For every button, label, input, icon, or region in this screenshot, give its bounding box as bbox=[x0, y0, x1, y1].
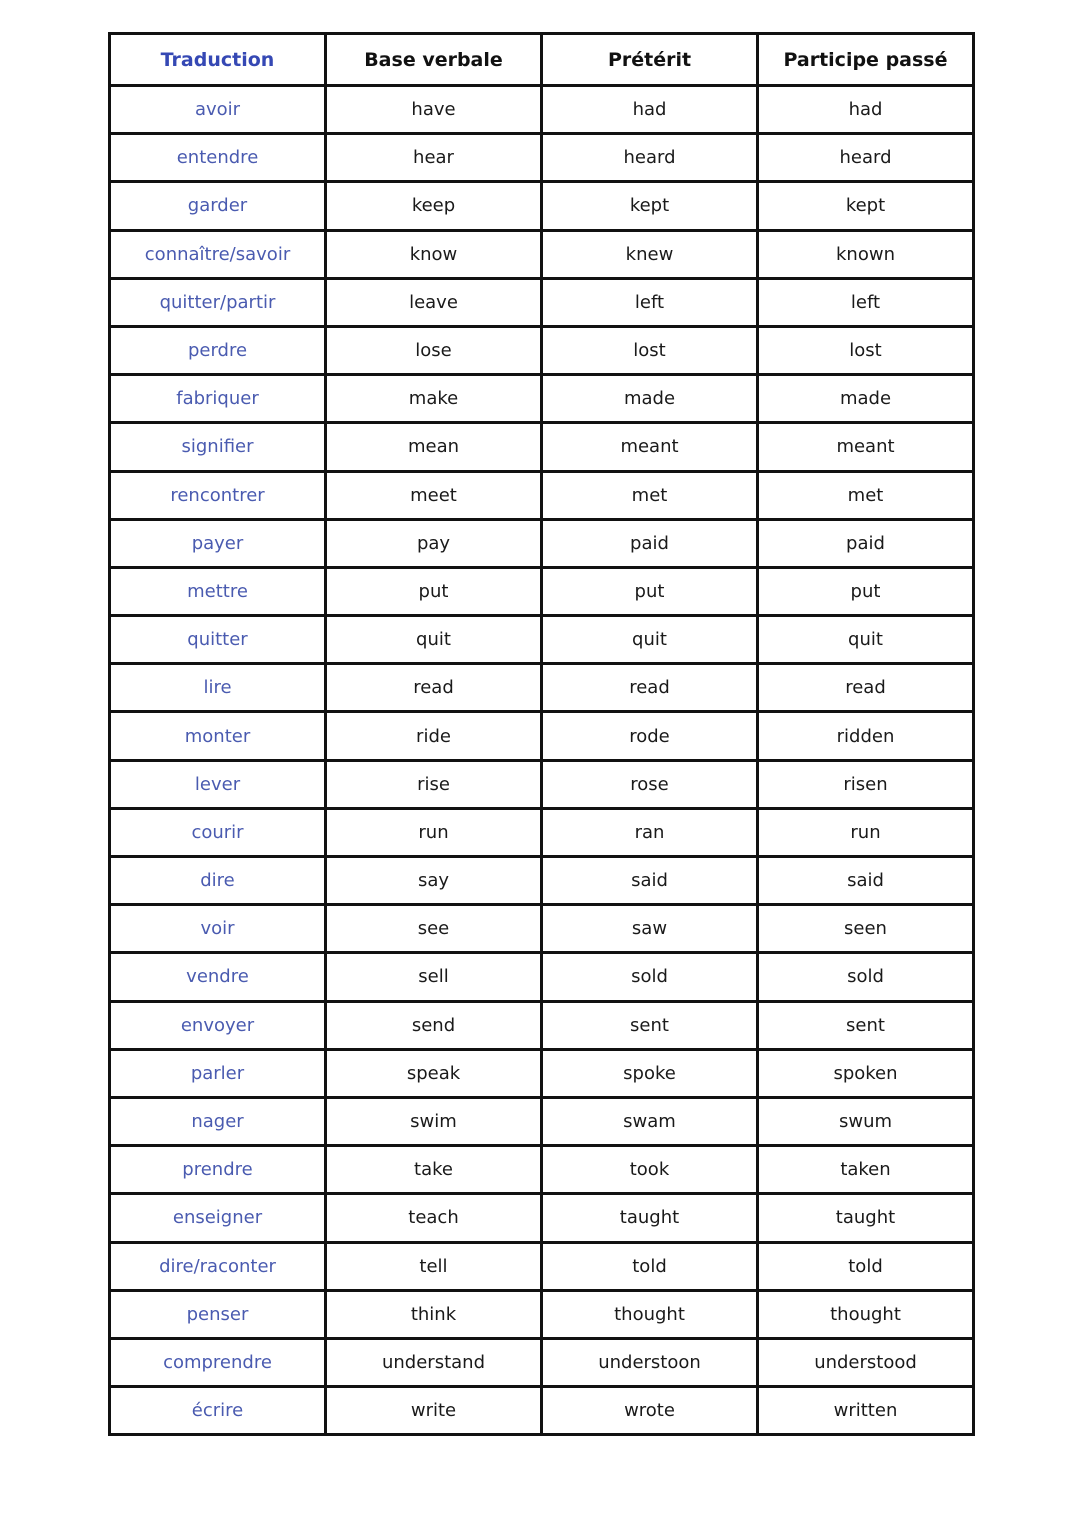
cell-translation: comprendre bbox=[110, 1338, 326, 1386]
cell-past-participle: meant bbox=[758, 423, 974, 471]
cell-base-verb: pay bbox=[326, 519, 542, 567]
cell-past-participle: sent bbox=[758, 1001, 974, 1049]
table-row bbox=[110, 760, 974, 808]
cell-preterite: understoon bbox=[542, 1338, 758, 1386]
cell-base-verb: mean bbox=[326, 423, 542, 471]
cell-base-verb: put bbox=[326, 567, 542, 615]
cell-preterite: told bbox=[542, 1242, 758, 1290]
cell-preterite: sold bbox=[542, 953, 758, 1001]
header-preterite: Prétérit bbox=[542, 34, 758, 86]
cell-base-verb: read bbox=[326, 664, 542, 712]
table-row bbox=[110, 905, 974, 953]
cell-preterite: saw bbox=[542, 905, 758, 953]
table-row bbox=[110, 664, 974, 712]
header-past-participle: Participe passé bbox=[758, 34, 974, 86]
cell-preterite: swam bbox=[542, 1097, 758, 1145]
cell-base-verb: speak bbox=[326, 1049, 542, 1097]
cell-preterite: rode bbox=[542, 712, 758, 760]
cell-translation: lire bbox=[110, 664, 326, 712]
cell-preterite: quit bbox=[542, 616, 758, 664]
table-row bbox=[110, 230, 974, 278]
table-row bbox=[110, 326, 974, 374]
cell-past-participle: told bbox=[758, 1242, 974, 1290]
cell-past-participle: had bbox=[758, 86, 974, 134]
cell-translation: perdre bbox=[110, 326, 326, 374]
cell-translation: enseigner bbox=[110, 1194, 326, 1242]
table-row bbox=[110, 953, 974, 1001]
cell-base-verb: sell bbox=[326, 953, 542, 1001]
cell-preterite: paid bbox=[542, 519, 758, 567]
cell-translation: entendre bbox=[110, 134, 326, 182]
cell-past-participle: taken bbox=[758, 1146, 974, 1194]
cell-preterite: spoke bbox=[542, 1049, 758, 1097]
cell-translation: envoyer bbox=[110, 1001, 326, 1049]
table-row bbox=[110, 1097, 974, 1145]
cell-past-participle: seen bbox=[758, 905, 974, 953]
table-row bbox=[110, 182, 974, 230]
cell-translation: lever bbox=[110, 760, 326, 808]
cell-base-verb: rise bbox=[326, 760, 542, 808]
cell-past-participle: heard bbox=[758, 134, 974, 182]
cell-translation: rencontrer bbox=[110, 471, 326, 519]
cell-past-participle: read bbox=[758, 664, 974, 712]
cell-preterite: kept bbox=[542, 182, 758, 230]
cell-translation: fabriquer bbox=[110, 375, 326, 423]
cell-base-verb: tell bbox=[326, 1242, 542, 1290]
cell-past-participle: known bbox=[758, 230, 974, 278]
cell-past-participle: put bbox=[758, 567, 974, 615]
table-body bbox=[110, 86, 974, 1435]
table-row bbox=[110, 423, 974, 471]
cell-past-participle: written bbox=[758, 1387, 974, 1435]
cell-past-participle: spoken bbox=[758, 1049, 974, 1097]
cell-preterite: ran bbox=[542, 808, 758, 856]
cell-base-verb: ride bbox=[326, 712, 542, 760]
cell-base-verb: meet bbox=[326, 471, 542, 519]
cell-preterite: read bbox=[542, 664, 758, 712]
cell-translation: monter bbox=[110, 712, 326, 760]
cell-preterite: sent bbox=[542, 1001, 758, 1049]
cell-translation: prendre bbox=[110, 1146, 326, 1194]
cell-past-participle: sold bbox=[758, 953, 974, 1001]
cell-base-verb: write bbox=[326, 1387, 542, 1435]
cell-translation: voir bbox=[110, 905, 326, 953]
cell-past-participle: taught bbox=[758, 1194, 974, 1242]
cell-base-verb: quit bbox=[326, 616, 542, 664]
cell-translation: payer bbox=[110, 519, 326, 567]
table-row bbox=[110, 1146, 974, 1194]
cell-preterite: heard bbox=[542, 134, 758, 182]
cell-preterite: meant bbox=[542, 423, 758, 471]
cell-past-participle: paid bbox=[758, 519, 974, 567]
header-translation: Traduction bbox=[110, 34, 326, 86]
cell-past-participle: swum bbox=[758, 1097, 974, 1145]
cell-preterite: met bbox=[542, 471, 758, 519]
cell-base-verb: run bbox=[326, 808, 542, 856]
table-row bbox=[110, 857, 974, 905]
cell-base-verb: hear bbox=[326, 134, 542, 182]
cell-past-participle: understood bbox=[758, 1338, 974, 1386]
irregular-verbs-table bbox=[108, 32, 975, 1436]
cell-base-verb: swim bbox=[326, 1097, 542, 1145]
cell-translation: avoir bbox=[110, 86, 326, 134]
cell-translation: connaître/savoir bbox=[110, 230, 326, 278]
cell-preterite: made bbox=[542, 375, 758, 423]
cell-base-verb: leave bbox=[326, 278, 542, 326]
cell-base-verb: take bbox=[326, 1146, 542, 1194]
cell-base-verb: send bbox=[326, 1001, 542, 1049]
cell-base-verb: lose bbox=[326, 326, 542, 374]
cell-preterite: rose bbox=[542, 760, 758, 808]
cell-base-verb: understand bbox=[326, 1338, 542, 1386]
cell-past-participle: ridden bbox=[758, 712, 974, 760]
table-row bbox=[110, 86, 974, 134]
table-row bbox=[110, 375, 974, 423]
cell-translation: nager bbox=[110, 1097, 326, 1145]
cell-past-participle: lost bbox=[758, 326, 974, 374]
cell-translation: penser bbox=[110, 1290, 326, 1338]
cell-preterite: thought bbox=[542, 1290, 758, 1338]
cell-past-participle: quit bbox=[758, 616, 974, 664]
table-row bbox=[110, 1194, 974, 1242]
cell-base-verb: see bbox=[326, 905, 542, 953]
cell-base-verb: know bbox=[326, 230, 542, 278]
cell-base-verb: teach bbox=[326, 1194, 542, 1242]
cell-translation: mettre bbox=[110, 567, 326, 615]
cell-past-participle: risen bbox=[758, 760, 974, 808]
cell-preterite: knew bbox=[542, 230, 758, 278]
cell-past-participle: run bbox=[758, 808, 974, 856]
table-row bbox=[110, 1242, 974, 1290]
table-row bbox=[110, 808, 974, 856]
table-row bbox=[110, 1001, 974, 1049]
cell-past-participle: left bbox=[758, 278, 974, 326]
cell-preterite: taught bbox=[542, 1194, 758, 1242]
cell-translation: vendre bbox=[110, 953, 326, 1001]
cell-translation: dire/raconter bbox=[110, 1242, 326, 1290]
header-base-verb: Base verbale bbox=[326, 34, 542, 86]
table-row bbox=[110, 1049, 974, 1097]
table-row bbox=[110, 134, 974, 182]
table-row bbox=[110, 1338, 974, 1386]
cell-translation: garder bbox=[110, 182, 326, 230]
cell-base-verb: have bbox=[326, 86, 542, 134]
cell-past-participle: kept bbox=[758, 182, 974, 230]
table-row bbox=[110, 519, 974, 567]
cell-preterite: put bbox=[542, 567, 758, 615]
table-row bbox=[110, 712, 974, 760]
cell-translation: dire bbox=[110, 857, 326, 905]
cell-preterite: said bbox=[542, 857, 758, 905]
cell-translation: écrire bbox=[110, 1387, 326, 1435]
table-row bbox=[110, 278, 974, 326]
cell-preterite: had bbox=[542, 86, 758, 134]
cell-translation: parler bbox=[110, 1049, 326, 1097]
cell-base-verb: say bbox=[326, 857, 542, 905]
cell-preterite: wrote bbox=[542, 1387, 758, 1435]
table-row bbox=[110, 1387, 974, 1435]
header-row bbox=[110, 34, 974, 86]
cell-translation: signifier bbox=[110, 423, 326, 471]
cell-translation: courir bbox=[110, 808, 326, 856]
cell-past-participle: said bbox=[758, 857, 974, 905]
cell-base-verb: keep bbox=[326, 182, 542, 230]
table-header bbox=[110, 34, 974, 86]
cell-base-verb: think bbox=[326, 1290, 542, 1338]
cell-past-participle: made bbox=[758, 375, 974, 423]
cell-base-verb: make bbox=[326, 375, 542, 423]
table-row bbox=[110, 616, 974, 664]
cell-preterite: lost bbox=[542, 326, 758, 374]
table-row bbox=[110, 567, 974, 615]
cell-translation: quitter/partir bbox=[110, 278, 326, 326]
cell-past-participle: met bbox=[758, 471, 974, 519]
cell-translation: quitter bbox=[110, 616, 326, 664]
cell-preterite: left bbox=[542, 278, 758, 326]
table-row bbox=[110, 471, 974, 519]
table-row bbox=[110, 1290, 974, 1338]
cell-preterite: took bbox=[542, 1146, 758, 1194]
cell-past-participle: thought bbox=[758, 1290, 974, 1338]
